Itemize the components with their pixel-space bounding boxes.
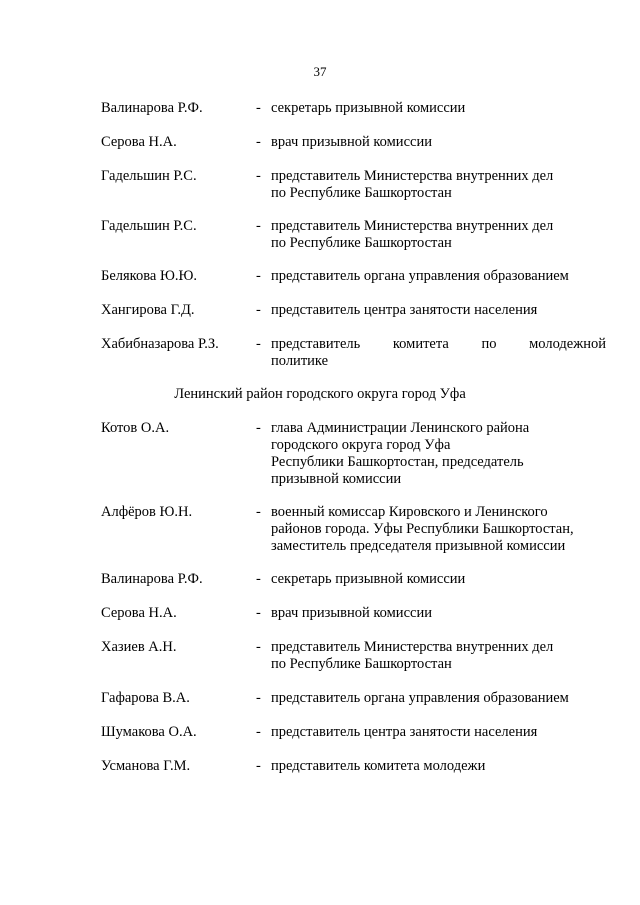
dash-separator: - — [256, 168, 261, 184]
member-role — [271, 302, 606, 319]
role-line: по Республике Башкортостан — [271, 656, 452, 672]
role-line: представитель органа управления образованием — [271, 690, 569, 706]
role-line: врач призывной комиссии — [271, 134, 432, 150]
dash-separator: - — [256, 420, 261, 436]
dash-separator: - — [256, 571, 261, 587]
dash-separator: - — [256, 504, 261, 520]
role-line: районов города. Уфы Республики Башкортостан, — [271, 521, 574, 537]
role-line: по Республике Башкортостан — [271, 235, 452, 251]
member-name: Хабибназарова Р.З. — [101, 336, 219, 352]
role-line: призывной комиссии — [271, 471, 402, 487]
member-name: Серова Н.А. — [101, 134, 177, 150]
member-name: Хангирова Г.Д. — [101, 302, 195, 318]
member-role — [271, 134, 606, 151]
member-name: Валинарова Р.Ф. — [101, 571, 203, 587]
role-line: городского округа город Уфа — [271, 437, 451, 453]
member-name: Усманова Г.М. — [101, 758, 191, 774]
dash-separator: - — [256, 724, 261, 740]
role-line: заместитель председателя призывной комиссии — [271, 538, 566, 554]
member-name: Хазиев А.Н. — [101, 639, 177, 655]
role-word: комитета — [392, 336, 449, 352]
member-role — [271, 724, 606, 741]
member-role — [271, 605, 606, 622]
member-name: Котов О.А. — [101, 420, 170, 436]
member-name: Белякова Ю.Ю. — [101, 268, 197, 284]
dash-separator: - — [256, 134, 261, 150]
member-name: Серова Н.А. — [101, 605, 177, 621]
dash-separator: - — [256, 302, 261, 318]
dash-separator: - — [256, 605, 261, 621]
dash-separator: - — [256, 690, 261, 706]
role-word: представитель — [271, 336, 361, 352]
member-role — [271, 639, 606, 673]
member-role — [271, 571, 606, 588]
dash-separator: - — [256, 758, 261, 774]
member-role — [271, 268, 606, 285]
role-line: глава Администрации Ленинского района — [271, 420, 530, 436]
member-name: Гадельшин Р.С. — [101, 168, 197, 184]
role-line — [271, 336, 606, 353]
role-line: представитель Министерства внутренних дел — [271, 168, 554, 184]
role-word: молодежной — [529, 336, 606, 352]
dash-separator: - — [256, 100, 261, 116]
member-role — [271, 100, 606, 117]
role-line: представитель Министерства внутренних дел — [271, 218, 554, 234]
member-role — [271, 690, 606, 707]
role-line: представитель центра занятости населения — [271, 724, 538, 740]
role-line: представитель комитета молодежи — [271, 758, 486, 774]
role-line: по Республике Башкортостан — [271, 185, 452, 201]
role-word: по — [481, 336, 497, 352]
role-line: военный комиссар Кировского и Ленинского — [271, 504, 548, 520]
member-role — [271, 504, 606, 555]
dash-separator: - — [256, 218, 261, 234]
role-line: представитель центра занятости населения — [271, 302, 538, 318]
role-line: секретарь призывной комиссии — [271, 100, 466, 116]
member-name: Валинарова Р.Ф. — [101, 100, 203, 116]
page-number: 37 — [313, 64, 327, 79]
role-line: политике — [271, 353, 329, 369]
member-role — [271, 758, 606, 775]
member-name: Гафарова В.А. — [101, 690, 190, 706]
member-role — [271, 420, 606, 488]
dash-separator: - — [256, 268, 261, 284]
member-name: Алфёров Ю.Н. — [101, 504, 193, 520]
member-role — [271, 168, 606, 202]
role-line: Республики Башкортостан, председатель — [271, 454, 524, 470]
role-line: врач призывной комиссии — [271, 605, 432, 621]
role-line: секретарь призывной комиссии — [271, 571, 466, 587]
dash-separator: - — [256, 336, 261, 352]
member-role — [271, 336, 606, 370]
section-heading: Ленинский район городского округа город Уфа — [174, 386, 466, 402]
role-line: представитель органа управления образованием — [271, 268, 569, 284]
member-name: Шумакова О.А. — [101, 724, 197, 740]
dash-separator: - — [256, 639, 261, 655]
member-role — [271, 218, 606, 252]
member-name: Гадельшин Р.С. — [101, 218, 197, 234]
role-line: представитель Министерства внутренних дел — [271, 639, 554, 655]
